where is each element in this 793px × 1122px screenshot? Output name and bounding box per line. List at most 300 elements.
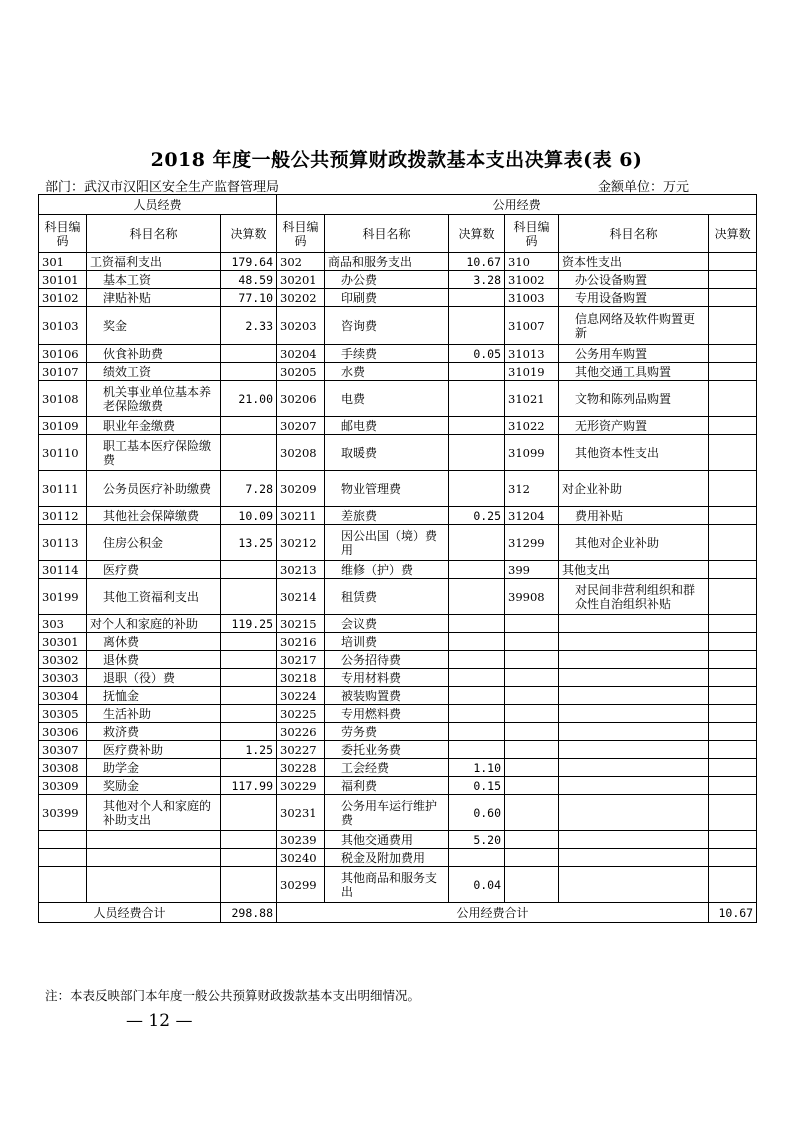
- cell-code: [505, 849, 559, 867]
- cell-code: 30114: [39, 561, 87, 579]
- cell-amount: [709, 381, 757, 417]
- cell-code: 30106: [39, 345, 87, 363]
- cell-amount: [709, 651, 757, 669]
- col-amount-header: 决算数: [449, 215, 505, 253]
- cell-amount: [709, 669, 757, 687]
- cell-name: 工会经费: [325, 759, 449, 777]
- cell-code: 399: [505, 561, 559, 579]
- cell-amount: [709, 831, 757, 849]
- cell-name: 专用设备购置: [559, 289, 709, 307]
- cell-amount: [709, 849, 757, 867]
- cell-code: 30301: [39, 633, 87, 651]
- cell-amount: [449, 471, 505, 507]
- table-row: [39, 831, 757, 849]
- cell-amount: 1.10: [449, 759, 505, 777]
- cell-code: 30217: [277, 651, 325, 669]
- cell-code: 31002: [505, 271, 559, 289]
- cell-name: 办公费: [325, 271, 449, 289]
- cell-name: 医疗费: [87, 561, 221, 579]
- table-row: [39, 417, 757, 435]
- cell-amount: [709, 759, 757, 777]
- table-row: [39, 849, 757, 867]
- cell-code: 30212: [277, 525, 325, 561]
- cell-code: 30208: [277, 435, 325, 471]
- cell-code: 301: [39, 253, 87, 271]
- cell-name: [559, 849, 709, 867]
- cell-code: [505, 669, 559, 687]
- table-row: [39, 561, 757, 579]
- cell-amount: [449, 525, 505, 561]
- cell-name: 福利费: [325, 777, 449, 795]
- col-name-header: 科目名称: [87, 215, 221, 253]
- col-amount-header: 决算数: [221, 215, 277, 253]
- cell-amount: [709, 777, 757, 795]
- cell-amount: [221, 417, 277, 435]
- cell-name: 资本性支出: [559, 253, 709, 271]
- cell-name: [559, 615, 709, 633]
- cell-name: 水费: [325, 363, 449, 381]
- cell-code: [505, 633, 559, 651]
- cell-code: 30303: [39, 669, 87, 687]
- cell-code: [505, 723, 559, 741]
- table-row: [39, 381, 757, 417]
- cell-name: [559, 705, 709, 723]
- cell-amount: 21.00: [221, 381, 277, 417]
- cell-name: 其他商品和服务支出: [325, 867, 449, 903]
- cell-amount: 0.05: [449, 345, 505, 363]
- cell-code: [505, 705, 559, 723]
- cell-code: 31099: [505, 435, 559, 471]
- cell-amount: [709, 867, 757, 903]
- table-row: [39, 363, 757, 381]
- cell-amount: 1.25: [221, 741, 277, 759]
- cell-code: 312: [505, 471, 559, 507]
- cell-name: 助学金: [87, 759, 221, 777]
- public-total-amount: 10.67: [709, 903, 757, 923]
- cell-code: 30101: [39, 271, 87, 289]
- cell-amount: [709, 435, 757, 471]
- cell-code: 30229: [277, 777, 325, 795]
- cell-name: 其他对个人和家庭的补助支出: [87, 795, 221, 831]
- cell-name: [87, 831, 221, 849]
- table-row: [39, 435, 757, 471]
- cell-amount: 3.28: [449, 271, 505, 289]
- cell-name: 基本工资: [87, 271, 221, 289]
- cell-name: [559, 867, 709, 903]
- page-title: 2018 年度一般公共预算财政拨款基本支出决算表(表 6): [150, 149, 643, 171]
- cell-amount: [221, 345, 277, 363]
- cell-code: 30110: [39, 435, 87, 471]
- table-row: [39, 271, 757, 289]
- table-row: [39, 741, 757, 759]
- cell-amount: [449, 579, 505, 615]
- cell-name: 救济费: [87, 723, 221, 741]
- col-name-header: 科目名称: [325, 215, 449, 253]
- table-row: [39, 669, 757, 687]
- cell-code: [505, 795, 559, 831]
- cell-code: 30240: [277, 849, 325, 867]
- cell-name: [559, 831, 709, 849]
- cell-code: 30205: [277, 363, 325, 381]
- table-row: [39, 579, 757, 615]
- cell-code: 30239: [277, 831, 325, 849]
- cell-amount: 77.10: [221, 289, 277, 307]
- cell-name: 对个人和家庭的补助: [87, 615, 221, 633]
- cell-code: 31019: [505, 363, 559, 381]
- col-name-header: 科目名称: [559, 215, 709, 253]
- cell-code: 30108: [39, 381, 87, 417]
- table-row: [39, 525, 757, 561]
- cell-code: 31021: [505, 381, 559, 417]
- cell-code: 30213: [277, 561, 325, 579]
- cell-name: 其他对企业补助: [559, 525, 709, 561]
- cell-code: 30224: [277, 687, 325, 705]
- cell-name: 物业管理费: [325, 471, 449, 507]
- cell-amount: [449, 615, 505, 633]
- cell-amount: [709, 579, 757, 615]
- cell-name: 其他交通工具购置: [559, 363, 709, 381]
- table-row: [39, 253, 757, 271]
- table-row: [39, 723, 757, 741]
- cell-amount: 0.04: [449, 867, 505, 903]
- cell-amount: 48.59: [221, 271, 277, 289]
- cell-name: 职工基本医疗保险缴费: [87, 435, 221, 471]
- cell-name: [559, 669, 709, 687]
- cell-amount: [709, 345, 757, 363]
- cell-code: [39, 867, 87, 903]
- cell-amount: [221, 867, 277, 903]
- cell-name: 咨询费: [325, 307, 449, 345]
- cell-amount: [449, 651, 505, 669]
- cell-name: 维修（护）费: [325, 561, 449, 579]
- cell-name: 抚恤金: [87, 687, 221, 705]
- cell-amount: [709, 417, 757, 435]
- cell-code: 30231: [277, 795, 325, 831]
- cell-amount: 179.64: [221, 253, 277, 271]
- cell-name: 离休费: [87, 633, 221, 651]
- cell-amount: 119.25: [221, 615, 277, 633]
- cell-code: 30309: [39, 777, 87, 795]
- table-row: [39, 795, 757, 831]
- cell-name: 退休费: [87, 651, 221, 669]
- cell-code: 30206: [277, 381, 325, 417]
- cell-code: [505, 687, 559, 705]
- cell-name: [559, 633, 709, 651]
- cell-code: 30399: [39, 795, 87, 831]
- cell-code: 302: [277, 253, 325, 271]
- cell-name: 印刷费: [325, 289, 449, 307]
- cell-name: [559, 759, 709, 777]
- cell-code: 30109: [39, 417, 87, 435]
- cell-name: 职业年金缴费: [87, 417, 221, 435]
- table-row: [39, 307, 757, 345]
- cell-code: [505, 867, 559, 903]
- cell-name: 其他交通费用: [325, 831, 449, 849]
- cell-code: 30214: [277, 579, 325, 615]
- cell-amount: [709, 687, 757, 705]
- cell-code: 30204: [277, 345, 325, 363]
- cell-name: [559, 651, 709, 669]
- cell-name: 其他资本性支出: [559, 435, 709, 471]
- cell-name: 工资福利支出: [87, 253, 221, 271]
- cell-code: 39908: [505, 579, 559, 615]
- cell-name: 邮电费: [325, 417, 449, 435]
- cell-amount: [709, 507, 757, 525]
- cell-name: 税金及附加费用: [325, 849, 449, 867]
- cell-code: 31299: [505, 525, 559, 561]
- cell-amount: [709, 271, 757, 289]
- cell-code: 30209: [277, 471, 325, 507]
- cell-amount: [221, 363, 277, 381]
- col-code-header: 科目编码: [277, 215, 325, 253]
- public-header: 公用经费: [277, 195, 757, 215]
- cell-code: 30302: [39, 651, 87, 669]
- cell-amount: [449, 417, 505, 435]
- cell-code: 30228: [277, 759, 325, 777]
- cell-amount: [449, 363, 505, 381]
- cell-name: [559, 687, 709, 705]
- cell-code: [505, 831, 559, 849]
- cell-name: 奖励金: [87, 777, 221, 795]
- cell-name: 公务用车购置: [559, 345, 709, 363]
- cell-amount: [449, 381, 505, 417]
- cell-code: 30225: [277, 705, 325, 723]
- cell-amount: [221, 561, 277, 579]
- cell-amount: [221, 669, 277, 687]
- unit-label: 金额单位：万元: [598, 180, 690, 195]
- cell-amount: 0.15: [449, 777, 505, 795]
- cell-amount: [709, 615, 757, 633]
- cell-amount: [709, 741, 757, 759]
- cell-code: 30299: [277, 867, 325, 903]
- cell-name: 其他工资福利支出: [87, 579, 221, 615]
- col-code-header: 科目编码: [505, 215, 559, 253]
- cell-code: 30201: [277, 271, 325, 289]
- cell-code: 30215: [277, 615, 325, 633]
- cell-code: 31003: [505, 289, 559, 307]
- cell-name: 无形资产购置: [559, 417, 709, 435]
- cell-amount: [221, 831, 277, 849]
- cell-amount: 10.09: [221, 507, 277, 525]
- cell-code: 30216: [277, 633, 325, 651]
- cell-code: 30304: [39, 687, 87, 705]
- cell-name: 其他支出: [559, 561, 709, 579]
- cell-name: 办公设备购置: [559, 271, 709, 289]
- col-amount-header: 决算数: [709, 215, 757, 253]
- cell-amount: 117.99: [221, 777, 277, 795]
- cell-amount: [709, 561, 757, 579]
- cell-name: 租赁费: [325, 579, 449, 615]
- cell-code: 30107: [39, 363, 87, 381]
- cell-name: 奖金: [87, 307, 221, 345]
- cell-name: 手续费: [325, 345, 449, 363]
- cell-amount: [449, 633, 505, 651]
- cell-amount: 5.20: [449, 831, 505, 849]
- cell-code: 30207: [277, 417, 325, 435]
- cell-code: [505, 759, 559, 777]
- cell-amount: [221, 849, 277, 867]
- table-row: [39, 615, 757, 633]
- cell-code: 30112: [39, 507, 87, 525]
- cell-amount: [449, 849, 505, 867]
- cell-code: 30202: [277, 289, 325, 307]
- cell-name: 公务招待费: [325, 651, 449, 669]
- cell-name: 会议费: [325, 615, 449, 633]
- expenditure-table: [38, 194, 757, 923]
- table-row: [39, 471, 757, 507]
- cell-code: 31007: [505, 307, 559, 345]
- cell-code: 30103: [39, 307, 87, 345]
- cell-amount: [449, 723, 505, 741]
- personnel-header: 人员经费: [39, 195, 277, 215]
- table-row: [39, 759, 757, 777]
- cell-code: 30203: [277, 307, 325, 345]
- cell-amount: [221, 579, 277, 615]
- cell-name: 信息网络及软件购置更新: [559, 307, 709, 345]
- cell-name: 劳务费: [325, 723, 449, 741]
- cell-name: 文物和陈列品购置: [559, 381, 709, 417]
- cell-amount: [449, 741, 505, 759]
- cell-code: 31204: [505, 507, 559, 525]
- public-total-label: 公用经费合计: [277, 903, 709, 923]
- cell-amount: 0.25: [449, 507, 505, 525]
- cell-code: 303: [39, 615, 87, 633]
- footnote: 注：本表反映部门本年度一般公共预算财政拨款基本支出明细情况。: [45, 988, 421, 1003]
- cell-amount: [709, 307, 757, 345]
- cell-name: 培训费: [325, 633, 449, 651]
- cell-code: 30113: [39, 525, 87, 561]
- cell-amount: [221, 705, 277, 723]
- cell-code: 31013: [505, 345, 559, 363]
- cell-amount: [221, 723, 277, 741]
- cell-name: 专用燃料费: [325, 705, 449, 723]
- cell-amount: [221, 687, 277, 705]
- cell-amount: 2.33: [221, 307, 277, 345]
- table-row: [39, 289, 757, 307]
- cell-amount: [709, 253, 757, 271]
- cell-name: 生活补助: [87, 705, 221, 723]
- cell-code: 30211: [277, 507, 325, 525]
- cell-name: 住房公积金: [87, 525, 221, 561]
- cell-name: 公务用车运行维护费: [325, 795, 449, 831]
- cell-name: [559, 777, 709, 795]
- department-label: 部门：武汉市汉阳区安全生产监督管理局: [45, 180, 280, 195]
- cell-amount: [221, 633, 277, 651]
- cell-amount: [221, 795, 277, 831]
- cell-amount: [449, 435, 505, 471]
- cell-code: 30199: [39, 579, 87, 615]
- cell-amount: [709, 633, 757, 651]
- cell-amount: [709, 723, 757, 741]
- cell-code: 30305: [39, 705, 87, 723]
- table-row: [39, 633, 757, 651]
- cell-name: 取暖费: [325, 435, 449, 471]
- cell-name: 对民间非营利组织和群众性自治组织补贴: [559, 579, 709, 615]
- cell-code: 30111: [39, 471, 87, 507]
- cell-code: [39, 831, 87, 849]
- cell-code: [505, 741, 559, 759]
- cell-name: 对企业补助: [559, 471, 709, 507]
- table-row: [39, 651, 757, 669]
- cell-amount: [449, 307, 505, 345]
- cell-amount: [709, 705, 757, 723]
- cell-amount: [709, 289, 757, 307]
- cell-code: 30218: [277, 669, 325, 687]
- cell-name: 费用补贴: [559, 507, 709, 525]
- cell-name: 专用材料费: [325, 669, 449, 687]
- cell-code: [505, 777, 559, 795]
- cell-name: 伙食补助费: [87, 345, 221, 363]
- cell-amount: [709, 471, 757, 507]
- table-row: [39, 777, 757, 795]
- cell-amount: [449, 289, 505, 307]
- cell-code: [505, 615, 559, 633]
- cell-code: 30307: [39, 741, 87, 759]
- cell-code: 30308: [39, 759, 87, 777]
- cell-amount: [449, 669, 505, 687]
- cell-name: 电费: [325, 381, 449, 417]
- cell-amount: [221, 759, 277, 777]
- cell-name: 绩效工资: [87, 363, 221, 381]
- table-row: [39, 705, 757, 723]
- cell-name: 因公出国（境）费用: [325, 525, 449, 561]
- cell-code: [505, 651, 559, 669]
- cell-code: [39, 849, 87, 867]
- cell-amount: [709, 525, 757, 561]
- cell-name: 医疗费补助: [87, 741, 221, 759]
- cell-amount: 13.25: [221, 525, 277, 561]
- cell-amount: 0.60: [449, 795, 505, 831]
- cell-name: 公务员医疗补助缴费: [87, 471, 221, 507]
- cell-name: [559, 741, 709, 759]
- cell-code: 30226: [277, 723, 325, 741]
- cell-name: 机关事业单位基本养老保险缴费: [87, 381, 221, 417]
- cell-amount: 10.67: [449, 253, 505, 271]
- cell-amount: [221, 435, 277, 471]
- cell-amount: [709, 795, 757, 831]
- cell-code: 310: [505, 253, 559, 271]
- cell-name: 津贴补贴: [87, 289, 221, 307]
- cell-name: [559, 795, 709, 831]
- table-row: [39, 687, 757, 705]
- cell-name: [87, 849, 221, 867]
- cell-code: 30306: [39, 723, 87, 741]
- cell-code: 31022: [505, 417, 559, 435]
- personnel-total-amount: 298.88: [221, 903, 277, 923]
- cell-name: 被装购置费: [325, 687, 449, 705]
- cell-name: 商品和服务支出: [325, 253, 449, 271]
- cell-name: [87, 867, 221, 903]
- cell-name: 退职（役）费: [87, 669, 221, 687]
- cell-name: [559, 723, 709, 741]
- cell-code: 30227: [277, 741, 325, 759]
- personnel-total-label: 人员经费合计: [39, 903, 221, 923]
- cell-amount: [449, 687, 505, 705]
- cell-name: 其他社会保障缴费: [87, 507, 221, 525]
- table-row: [39, 867, 757, 903]
- cell-name: 差旅费: [325, 507, 449, 525]
- cell-amount: 7.28: [221, 471, 277, 507]
- cell-amount: [449, 705, 505, 723]
- col-code-header: 科目编码: [39, 215, 87, 253]
- table-row: [39, 345, 757, 363]
- page-number: — 12 —: [126, 1011, 193, 1031]
- cell-name: 委托业务费: [325, 741, 449, 759]
- cell-amount: [449, 561, 505, 579]
- cell-amount: [709, 363, 757, 381]
- cell-amount: [221, 651, 277, 669]
- cell-code: 30102: [39, 289, 87, 307]
